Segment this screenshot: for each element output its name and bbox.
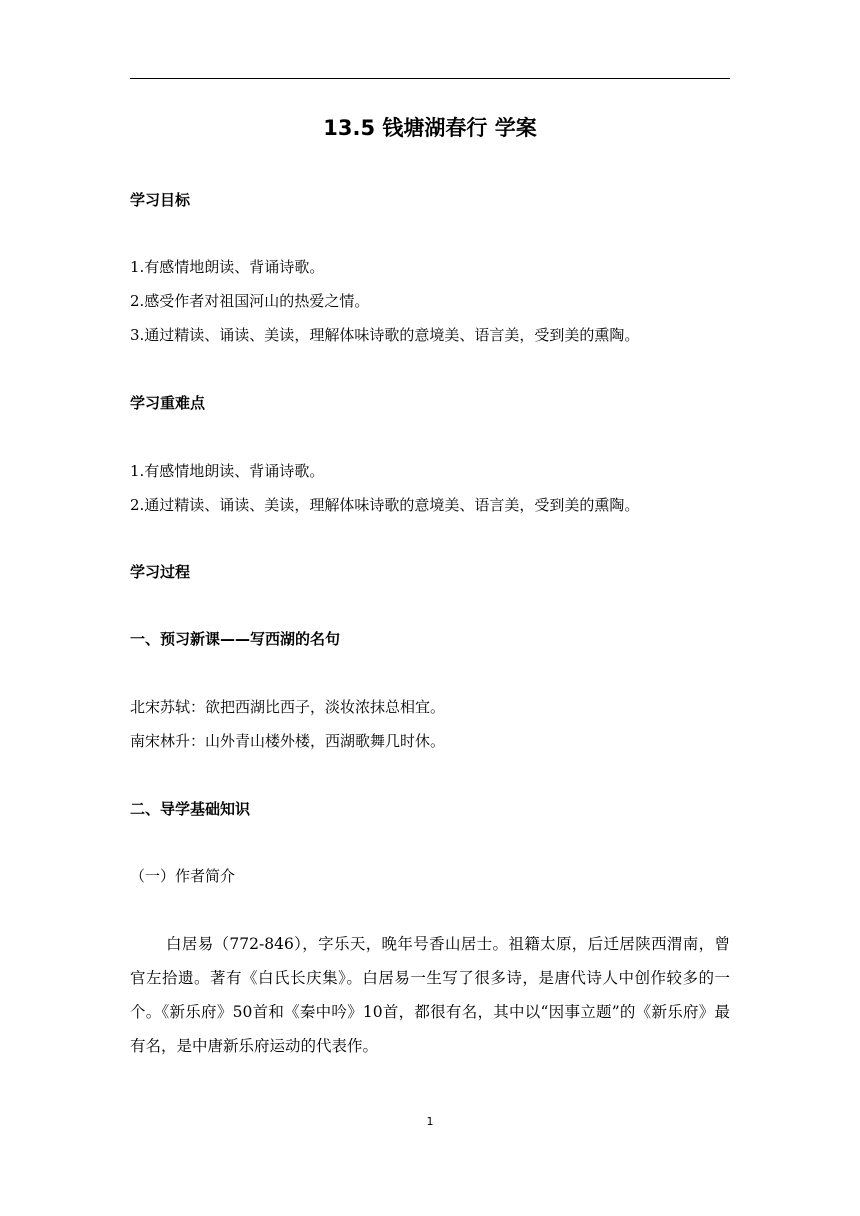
objective-item-2: 2.感受作者对祖国河山的热爱之情。	[130, 292, 370, 310]
quote-lin-sheng: 南宋林升：山外青山楼外楼，西湖歌舞几时休。	[130, 732, 446, 750]
document-title: 13.5 钱塘湖春行 学案	[323, 116, 537, 140]
header-rule	[130, 78, 730, 79]
author-intro-paragraph: 白居易（772-846），字乐天，晚年号香山居士。祖籍太原，后迁居陕西渭南，曾官左拾遗。著有《白氏长庆集》。白居易一生写了很多诗，是唐代诗人中创作较多的一个。《新乐府》50首和《秦中吟》10首，都很有名，其中以“因事立题”的《新乐府》最有名，是中唐新乐府运动的代表作。	[130, 935, 730, 1055]
objective-item-3: 3.通过精读、诵读、美读，理解体味诗歌的意境美、语言美，受到美的熏陶。	[130, 326, 640, 344]
quote-su-shi: 北宋苏轼：欲把西湖比西子，淡妆浓抹总相宜。	[130, 698, 446, 716]
author-intro-subheading: （一）作者简介	[130, 867, 236, 885]
objectives-heading: 学习目标	[130, 191, 191, 209]
key-point-item-1: 1.有感情地朗读、背诵诗歌。	[130, 462, 325, 480]
section-one-heading: 一、预习新课——写西湖的名句	[130, 630, 341, 648]
key-points-heading: 学习重难点	[130, 394, 206, 412]
section-two-heading: 二、导学基础知识	[130, 800, 251, 818]
page-number: 1	[426, 1115, 434, 1128]
objective-item-1: 1.有感情地朗读、背诵诗歌。	[130, 258, 325, 276]
key-point-item-2: 2.通过精读、诵读、美读，理解体味诗歌的意境美、语言美，受到美的熏陶。	[130, 496, 640, 514]
process-heading: 学习过程	[130, 563, 191, 581]
